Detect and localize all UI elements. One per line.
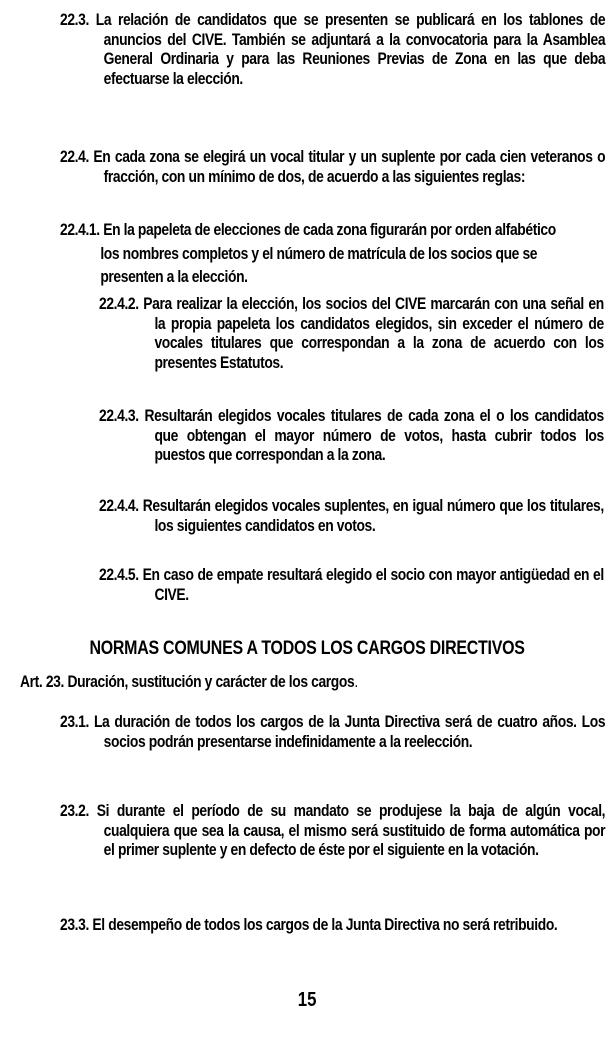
paragraph-text: En la papeleta de elecciones de cada zona figurarán por orden alfabético los nombres completos y el número de matrícula de los socios que se presenten a la elección.: [100, 221, 556, 286]
paragraph-23-1: [60, 713, 605, 752]
paragraph-text: Resultarán elegidos vocales titulares de cada zona el o los candidatos que obtengan el mayor número de votos, hasta cubrir todos los puestos que correspondan a la zona.: [144, 407, 604, 465]
paragraph-22-4-3: [99, 407, 604, 466]
paragraph-23-2: [60, 802, 605, 861]
article-number: Art. 23.: [20, 673, 64, 691]
article-title-dot: .: [354, 673, 358, 691]
page-number: 15: [298, 989, 317, 1011]
paragraph-text: La relación de candidatos que se presenten se publicará en los tablones de anuncios del CIVE. También se adjuntará a la convocatoria para la Asamblea General Ordinaria y para las Reuniones Previas de Zona en las que deba efectuarse la elección.: [95, 11, 606, 88]
paragraph-22-4-2: [99, 295, 604, 373]
paragraph-text: En cada zona se elegirá un vocal titular y un suplente por cada cien veteranos o fracción, con un mínimo de dos, de acuerdo a las siguientes reglas:: [93, 148, 606, 186]
paragraph-number: 22.4.: [60, 148, 89, 166]
paragraph-number: 23.3.: [60, 916, 89, 934]
paragraph-number: 22.4.2.: [99, 295, 139, 313]
paragraph-number: 22.4.4.: [99, 497, 139, 515]
article-23-title: [20, 673, 608, 693]
paragraph-text: En caso de empate resultará elegido el socio con mayor antigüedad en el CIVE.: [142, 566, 604, 604]
article-title-text: Duración, sustitución y carácter de los cargos: [67, 673, 355, 691]
paragraph-number: 23.1.: [60, 713, 89, 731]
paragraph-22-4: [60, 148, 605, 187]
paragraph-number: 22.4.1.: [60, 221, 100, 239]
paragraph-22-4-5: [99, 566, 604, 605]
paragraph-23-3: [60, 913, 605, 937]
paragraph-number: 22.4.3.: [99, 407, 139, 425]
paragraph-number: 22.3.: [60, 11, 89, 29]
paragraph-text: Resultarán elegidos vocales suplentes, en igual número que los titulares, los siguientes candidatos en votos.: [142, 497, 604, 535]
paragraph-22-3: [60, 11, 605, 89]
section-heading: NORMAS COMUNES A TODOS LOS CARGOS DIRECTIVOS: [89, 638, 526, 659]
paragraph-number: 23.2.: [60, 802, 89, 820]
paragraph-text: Si durante el período de su mandato se produjese la baja de algún vocal, cualquiera que sea la causa, el mismo será sustituido de forma automática por el primer suplente y en defecto de éste por el siguiente en la votación.: [96, 802, 606, 860]
paragraph-number: 22.4.5.: [99, 566, 139, 584]
paragraph-text: Para realizar la elección, los socios del CIVE marcarán con una señal en la propia papeleta los candidatos elegidos, sin exceder el número de vocales titulares que correspondan a la zona de acuerdo con los presentes Estatutos.: [143, 295, 604, 372]
paragraph-22-4-1: [60, 219, 564, 290]
paragraph-22-4-4: [99, 497, 604, 536]
paragraph-text: La duración de todos los cargos de la Junta Directiva será de cuatro años. Los socios podrán presentarse indefinidamente a la reelección.: [93, 713, 606, 751]
paragraph-text: El desempeño de todos los cargos de la Junta Directiva no será retribuido.: [92, 916, 558, 934]
